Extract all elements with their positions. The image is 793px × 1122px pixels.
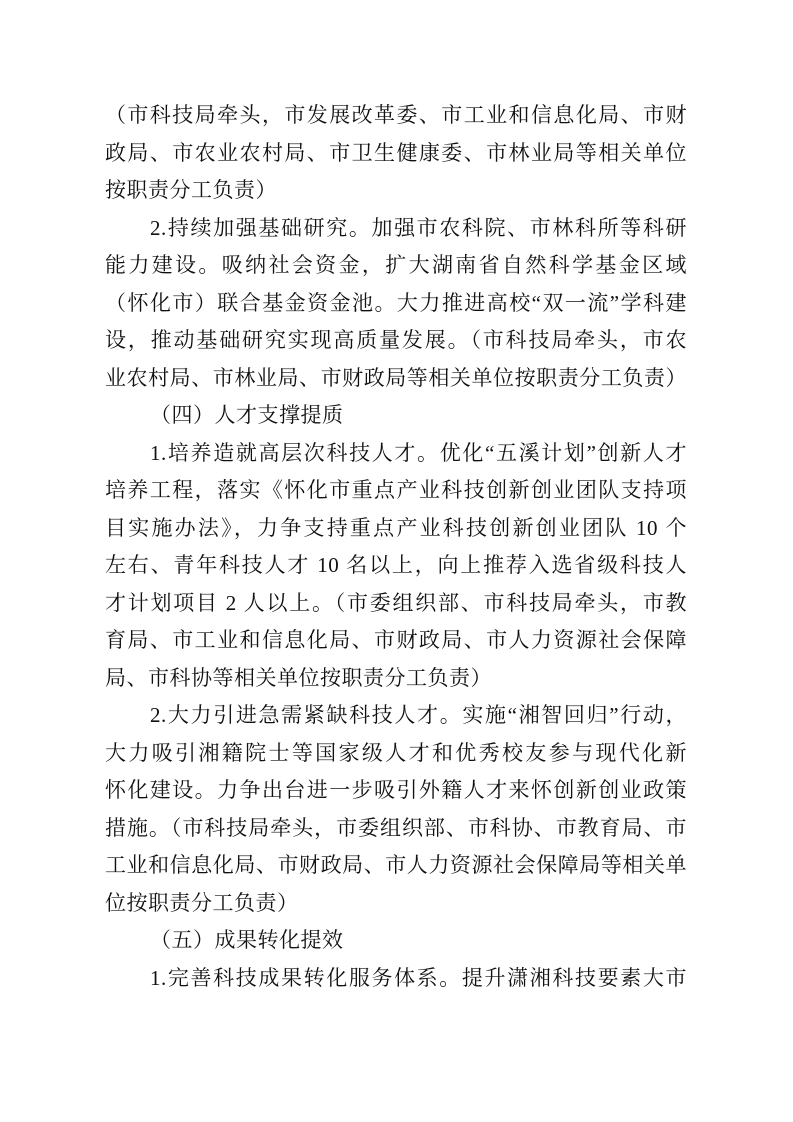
text-line: 局、市科协等相关单位按职责分工负责） <box>105 665 492 690</box>
text-line: 政局、市农业农村局、市卫生健康委、市林业局等相关单位 <box>105 140 687 165</box>
text-line: 1.培养造就高层次科技人才。优化“五溪计划”创新人才 <box>150 440 687 465</box>
text-line: 大力吸引湘籍院士等国家级人才和优秀校友参与现代化新 <box>105 740 687 765</box>
text-line: 位按职责分工负责） <box>105 890 299 915</box>
text-line: 措施。（市科技局牵头，市委组织部、市科协、市教育局、市 <box>105 815 687 840</box>
para-1-transformation-service-system <box>105 960 687 998</box>
text-line: 工业和信息化局、市财政局、市人力资源社会保障局等相关单 <box>105 853 687 877</box>
text-line: 目实施办法》，力争支持重点产业科技创新创业团队 10 个 <box>105 515 687 540</box>
text-line: （市科技局牵头，市发展改革委、市工业和信息化局、市财 <box>105 103 687 127</box>
para-1-cultivate-high-level-talent <box>105 435 687 698</box>
text-line: 业农村局、市林业局、市财政局等相关单位按职责分工负责） <box>105 365 687 390</box>
text-line: 怀化建设。力争出台进一步吸引外籍人才来怀创新创业政策 <box>105 778 687 802</box>
text-line: 培养工程，落实《怀化市重点产业科技创新创业团队支持项 <box>105 478 687 502</box>
text-line: （五）成果转化提效 <box>150 928 344 952</box>
text-line: 1.完善科技成果转化服务体系。提升潇湘科技要素大市 <box>150 965 687 990</box>
para-2-recruit-scarce-talent <box>105 697 687 922</box>
text-line: 才计划项目 2 人以上。（市委组织部、市科技局牵头，市教 <box>105 590 687 615</box>
text-line: 2.持续加强基础研究。加强市农科院、市林科所等科研 <box>150 215 687 240</box>
para-2-basic-research <box>105 210 687 398</box>
text-line: 能力建设。吸纳社会资金，扩大湖南省自然科学基金区域 <box>105 253 687 277</box>
text-line: 育局、市工业和信息化局、市财政局、市人力资源社会保障 <box>105 628 687 652</box>
heading-section-5-achievement-transformation <box>105 922 687 960</box>
text-line: （怀化市）联合基金资金池。大力推进高校“双一流”学科建 <box>105 290 687 315</box>
text-line: 左右、青年科技人才 10 名以上，向上推荐入选省级科技人 <box>105 553 687 577</box>
text-line: 设，推动基础研究实现高质量发展。（市科技局牵头，市农 <box>105 328 687 352</box>
document-text-block <box>105 97 687 997</box>
text-line: （四）人才支撑提质 <box>150 403 344 427</box>
text-line: 按职责分工负责） <box>105 178 277 202</box>
para-lead-units-continued <box>105 97 687 210</box>
heading-section-4-talent-support <box>105 397 687 435</box>
text-line: 2.大力引进急需紧缺科技人才。实施“湘智回归”行动， <box>150 703 687 727</box>
